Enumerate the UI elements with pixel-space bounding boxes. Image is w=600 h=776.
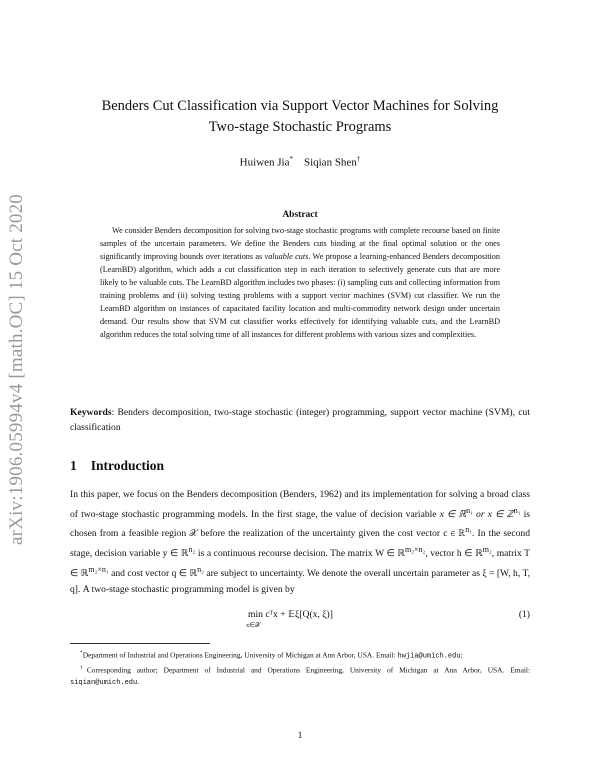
equation-1 <box>70 609 530 633</box>
equation-body: min cᵀx + 𝔼ξ[Q(x, ξ)] <box>248 609 333 620</box>
abstract-text-2: . We propose a learning-enhanced Benders decomposition (LearnBD) algorithm, which adds a cut classification step in each iteration to selectively generate cuts that are more likely to be valuable cuts. The LearnBD algorithm includes two phases: (i) sampling cuts and collecting information from training problems and (ii) solving testing problems with a support vector machines (SVM) cut classifier. We run the LearnBD algorithm on instances of capacitated facility location and multi-commodity network design under uncertain demand. Our results show that SVM cut classifier works effectively for identifying valuable cuts, and the LearnBD algorithm reduces the total solving time of all instances for different problems with various sizes and complexities. <box>100 252 500 339</box>
author-1-mark: * <box>289 155 293 163</box>
intro-text: is chosen from a feasible region 𝒳 before the realization of the uncertainty given the cost vector c ∈ ℝ <box>70 508 530 540</box>
keywords-label: Keywords <box>70 407 112 418</box>
footnote-1 <box>70 648 530 662</box>
footnote-2-email: siqian@umich.edu <box>70 678 138 687</box>
abstract-italic: valuable cuts <box>264 252 309 261</box>
intro-text: , vector h ∈ ℝ <box>425 548 483 560</box>
intro-paragraph <box>70 487 530 597</box>
author-2: Siqian Shen <box>303 156 357 169</box>
intro-sup: n₁ <box>513 505 521 515</box>
title-line-1: Benders Cut Classification via Support Vector Machines for Solving <box>101 98 499 114</box>
author-2-mark: † <box>356 155 361 163</box>
abstract-body <box>100 224 500 341</box>
footnote-1-email: hwjia@umich.edu <box>397 652 461 661</box>
intro-text: . In the second stage, decision variable y ∈ ℝ <box>70 528 530 560</box>
intro-text: are subject to uncertainty. We denote the overall uncertain parameter as ξ = [W, h, T, q]. A two-stage stochastic programming model is given by <box>70 568 530 595</box>
footnote-1-mark: * <box>80 650 83 656</box>
page-number: 1 <box>297 730 303 741</box>
equation-subscript: x∈𝒳 <box>246 622 261 629</box>
keywords-text: : Benders decomposition, two-stage stochastic (integer) programming, support vector machine (SVM), cut classification <box>70 407 530 433</box>
intro-text: In this paper, we focus on the Benders decomposition (Benders, 1962) and its implementation for solving a broad class of two-stage stochastic programming models. In the first stage, the value of decision variable <box>70 489 530 520</box>
footnote-2-mark: † <box>80 665 87 672</box>
footnotes <box>70 648 530 690</box>
footnote-2 <box>70 663 530 688</box>
abstract-heading: Abstract <box>282 210 318 220</box>
section-heading <box>70 458 164 474</box>
abstract-text-1: We consider Benders decomposition for solving two-stage stochastic programs with complete recourse based on finite samples of the uncertain parameters. We define the Benders cuts binding at the final optimal solution or the ones significantly improving bounds over iterations as <box>100 226 500 261</box>
footnote-1-text: Department of Industrial and Operations Engineering, University of Michigan at Ann Arbor, USA. Email: <box>82 650 398 660</box>
footnote-rule <box>70 643 210 644</box>
intro-math: or x ∈ ℤ <box>472 508 514 520</box>
paper-title <box>70 96 530 138</box>
intro-sup: m₂×n₁ <box>88 564 109 574</box>
footnote-1-end: ; <box>460 650 463 660</box>
intro-sup: n₂ <box>188 545 196 555</box>
authors <box>70 155 530 169</box>
intro-text: and cost vector q ∈ ℝ <box>108 568 198 580</box>
section-title: Introduction <box>90 458 165 473</box>
equation-number: (1) <box>518 609 530 620</box>
intro-math: x ∈ ℝ <box>439 508 467 520</box>
intro-sup: n₁ <box>466 505 473 515</box>
intro-sup: m₂ <box>482 545 492 555</box>
author-1: Huiwen Jia <box>239 156 290 169</box>
intro-sup: n₁ <box>465 525 473 535</box>
footnote-2-text: Corresponding author; Department of Industrial and Operations Engineering, University of Michigan at Ann Arbor, USA. Email: <box>86 665 531 675</box>
title-line-2: Two-stage Stochastic Programs <box>208 119 392 135</box>
intro-sup: n₂ <box>197 564 204 574</box>
intro-sup: m₂×n₂ <box>405 545 426 555</box>
arxiv-stamp: arXiv:1906.05994v4 [math.OC] 15 Oct 2020 <box>6 193 27 545</box>
keywords <box>70 405 530 435</box>
intro-text: , matrix T ∈ ℝ <box>70 548 530 580</box>
intro-text: is a continuous recourse decision. The matrix W ∈ ℝ <box>195 548 406 560</box>
section-number: 1 <box>70 458 77 473</box>
footnote-2-end: . <box>137 676 140 686</box>
